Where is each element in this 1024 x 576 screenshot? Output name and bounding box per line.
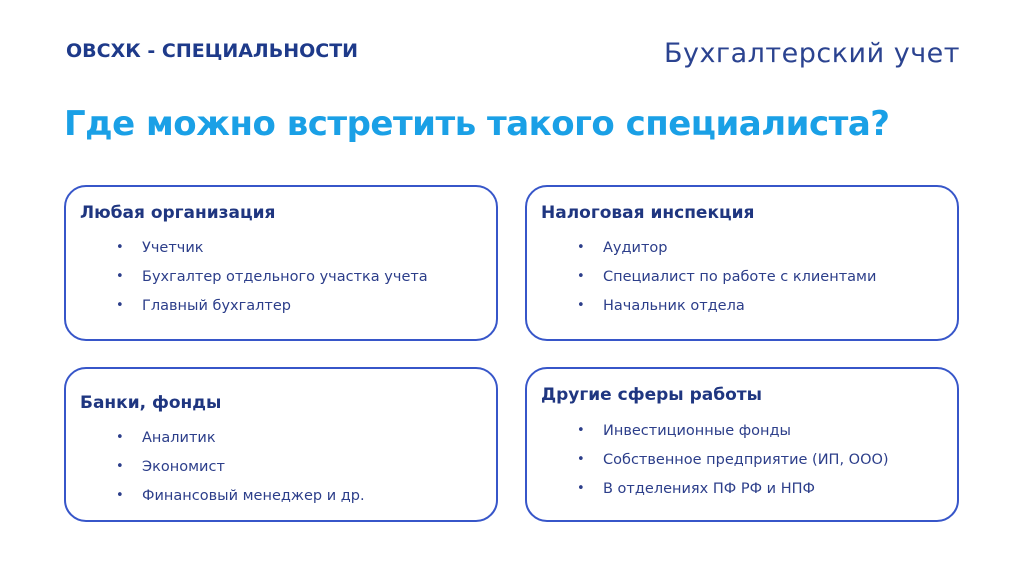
card-any-organization [64,185,498,341]
card-banks-funds [64,367,498,522]
list-item: • Начальник отдела [577,296,876,325]
card-tax-inspection [525,185,959,341]
card-list [116,428,365,515]
list-item: • Финансовый менеджер и др. [116,486,365,515]
list-item: • Собственное предприятие (ИП, ООО) [577,450,889,479]
subject-title: Бухгалтерский учет [663,38,960,69]
list-item: • Бухгалтер отдельного участка учета [116,267,428,296]
page-title: Где можно встретить такого специалиста? [64,104,890,144]
card-title: Другие сферы работы [541,385,762,405]
list-item: • Специалист по работе с клиентами [577,267,876,296]
list-item: • Учетчик [116,238,428,267]
org-name: ОВСХК - СПЕЦИАЛЬНОСТИ [66,40,359,62]
card-list [577,421,889,508]
card-list [577,238,876,325]
list-item: • Главный бухгалтер [116,296,428,325]
card-title: Налоговая инспекция [541,203,755,223]
list-item: • В отделениях ПФ РФ и НПФ [577,479,889,508]
card-other-fields [525,367,959,522]
list-item: • Экономист [116,457,365,486]
card-list [116,238,428,325]
card-title: Любая организация [80,203,276,223]
card-title: Банки, фонды [80,393,222,413]
list-item: • Аналитик [116,428,365,457]
list-item: • Инвестиционные фонды [577,421,889,450]
list-item: • Аудитор [577,238,876,267]
